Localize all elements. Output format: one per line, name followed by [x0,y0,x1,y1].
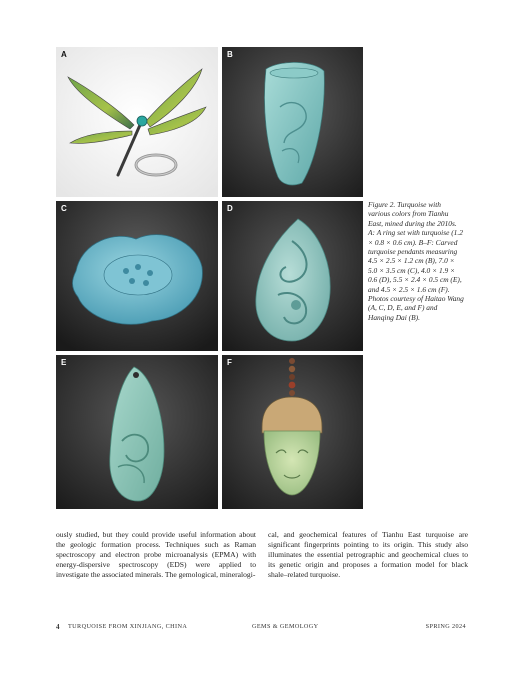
body-text-left-column: ously studied, but they could provide useful information about the geologic formation process. Techniques such as Raman spectroscopy and electron probe microanalysis (EPMA) with energy-dispersive spectroscopy (EDS) were applied to investigate the associated minerals. The gemological, mineralogi- [56,530,256,579]
panel-label-d: D [227,204,233,213]
figure-panel-d [222,201,363,351]
figure-panel-c [56,201,218,351]
figure-panel-f [222,355,363,509]
carved-pendant-b-image [222,47,363,197]
figure-caption: Figure 2. Turquoise with various colors from Tianhu East, mined during the 2010s. A: A ring set with turquoise (1.2 × 0.8 × 0.6 cm). B–F: Carved turquoise pendants measuring 4.5 × 2.5 × 1.2 cm (B), 7.0 × 5.0 × 3.5 cm (C), 4.0 × 1.9 × 0.6 (D), 5.5 × 2.4 × 0.5 cm (E), and 4.5 × 2.5 × 1.6 cm (F). Photos courtesy of Haitao Wang (A, C, D, E, and F) and Hanqing Dai (B). [368,200,464,322]
panel-label-a: A [61,50,67,59]
page-footer [56,623,466,633]
issue-date: SPRING 2024 [425,623,466,630]
face-pendant-f-image [222,355,363,509]
figure-panel-b [222,47,363,197]
figure-panel-e [56,355,218,509]
panel-label-c: C [61,204,67,213]
panel-label-f: F [227,358,232,367]
bird-pendant-e-image [56,355,218,509]
lotus-carving-c-image [56,201,218,351]
journal-name: GEMS & GEMOLOGY [252,623,319,630]
panel-label-e: E [61,358,67,367]
figure-panel-a [56,47,218,197]
swirl-pendant-d-image [222,201,363,351]
running-title: TURQUOISE FROM XINJIANG, CHINA [68,623,188,630]
body-text-right-column: cal, and geochemical features of Tianhu East turquoise are significant fingerprints pointing to its origin. This study also illuminates the essential petrographic and geochemical clues to its genetic origin and proposes a formation model for black shale–related turquoise. [268,530,468,579]
dragonfly-ring-image [56,47,218,197]
panel-label-b: B [227,50,233,59]
page-number: 4 [56,623,60,631]
